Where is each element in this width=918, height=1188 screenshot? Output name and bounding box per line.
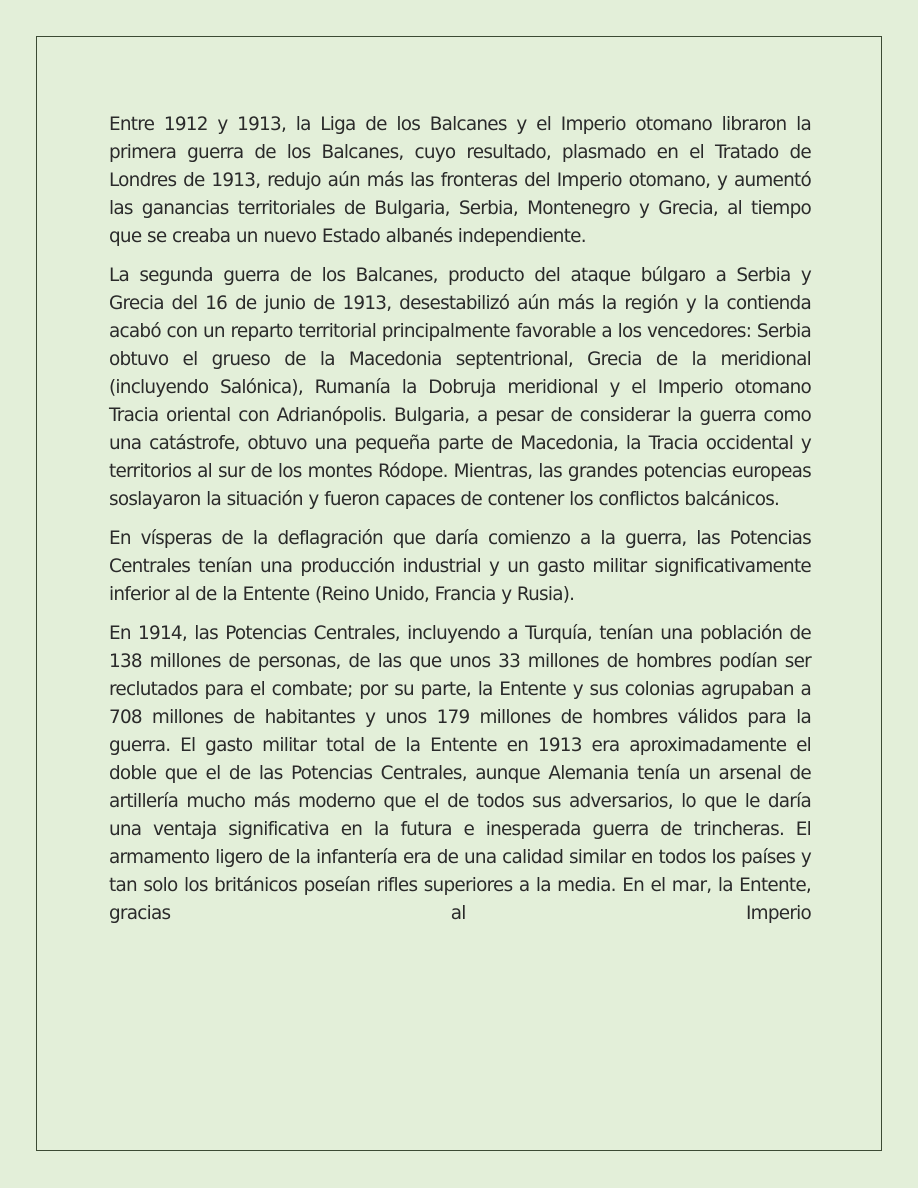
paragraph-3: En vísperas de la deflagración que daría comienzo a la guerra, las Potencias Centrales tenían una producción industrial y un gasto militar significativamente inferior al de la Entente (Reino Unido, Francia y Rusia). [109, 528, 811, 605]
paragraph-2: La segunda guerra de los Balcanes, producto del ataque búlgaro a Serbia y Grecia del 16 de junio de 1913, desestabilizó aún más la región y la contienda acabó con un reparto territorial principalmente favorable a los vencedores: Serbia obtuvo el grueso de la Macedonia septentrional, Grecia de la meridional (incluyendo Salónica), Rumanía la Dobruja meridional y el Imperio otomano Tracia oriental con Adrianópolis. Bulgaria, a pesar de considerar la guerra como una catástrofe, obtuvo una pequeña parte de Macedonia, la Tracia occidental y territorios al sur de los montes Ródope. Mientras, las grandes potencias europeas soslayaron la situación y fueron capaces de contener los conflictos balcánicos. [109, 265, 811, 510]
paragraph-4: En 1914, las Potencias Centrales, incluyendo a Turquía, tenían una población de 138 millones de personas, de las que unos 33 millones de hombres podían ser reclutados para el combate; por su parte, la Entente y sus colonias agrupaban a 708 millones de habitantes y unos 179 millones de hombres válidos para la guerra. El gasto militar total de la Entente en 1913 era aproximadamente el doble que el de las Potencias Centrales, aunque Alemania tenía un arsenal de artillería mucho más moderno que el de todos sus adversarios, lo que le daría una ventaja significativa en la futura e inesperada guerra de trincheras. El armamento ligero de la infantería era de una calidad similar en todos los países y tan solo los británicos poseían rifles superiores a la media. En el mar, la Entente, gracias al Imperio [109, 623, 811, 924]
paragraph-1: Entre 1912 y 1913, la Liga de los Balcanes y el Imperio otomano libraron la primera guerra de los Balcanes, cuyo resultado, plasmado en el Tratado de Londres de 1913, redujo aún más las fronteras del Imperio otomano, y aumentó las ganancias territoriales de Bulgaria, Serbia, Montenegro y Grecia, al tiempo que se creaba un nuevo Estado albanés independiente. [109, 114, 811, 247]
page-frame [36, 36, 882, 1151]
document-body [109, 111, 811, 939]
